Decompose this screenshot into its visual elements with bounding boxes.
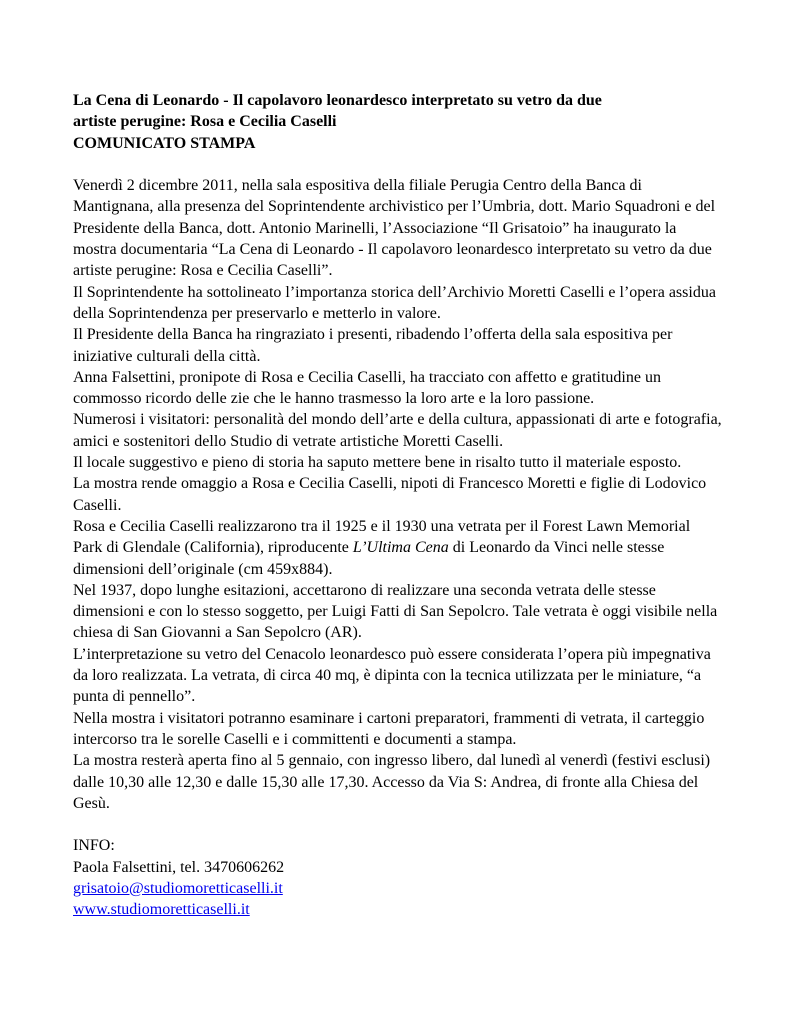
paragraph-inauguration: Venerdì 2 dicembre 2011, nella sala espositiva della filiale Perugia Centro della Banca di Mantignana, alla presenza del Soprintendente archivistico per l’Umbria, dott. Mario Squadroni e del Presidente della Banca, dott. Antonio Marinelli, l’Associazione “Il Grisatoio” ha inaugurato la mostra documentaria “La Cena di Leonardo - Il capolavoro leonardesco interpretato su vetro da due artiste perugine: Rosa e Cecilia Caselli”. (73, 177, 716, 280)
press-release-label: COMUNICATO STAMPA (73, 134, 256, 152)
title-block (73, 90, 723, 154)
paragraph-seconda-vetrata: Nel 1937, dopo lunghe esitazioni, accettarono di realizzare una seconda vetrata delle stesse dimensioni e con lo stesso soggetto, per Luigi Fatti di San Sepolcro. Tale vetrata è oggi visibile nella chiesa di San Giovanni a San Sepolcro (AR). (73, 581, 718, 642)
paragraph-forest-lawn (73, 516, 723, 580)
paragraph-orari: La mostra resterà aperta fino al 5 gennaio, con ingresso libero, dal lunedì al venerdì (festivi esclusi) dalle 10,30 alle 12,30 e dalle 15,30 alle 17,30. Accesso da Via S: Andrea, di fronte alla Chiesa del Gesù. (73, 752, 711, 812)
paragraph-presidente: Il Presidente della Banca ha ringraziato i presenti, ribadendo l’offerta della sala espositiva per iniziative culturali della città. (73, 326, 673, 365)
info-section (73, 835, 723, 920)
artwork-title-italic: L’Ultima Cena (352, 539, 449, 557)
paragraph-soprintendente: Il Soprintendente ha sottolineato l’importanza storica dell’Archivio Moretti Caselli e l’opera assidua della Soprintendenza per preservarlo e metterlo in valore. (73, 283, 716, 322)
page-title-line-2: artiste perugine: Rosa e Cecilia Caselli (73, 113, 337, 131)
paragraph-locale: Il locale suggestivo e pieno di storia ha saputo mettere bene in risalto tutto il materiale esposto. (73, 454, 682, 472)
info-heading: INFO: (73, 837, 115, 855)
paragraph-anna-falsettini: Anna Falsettini, pronipote di Rosa e Cecilia Caselli, ha tracciato con affetto e gratitudine un commosso ricordo delle zie che le hanno trasmesso la loro arte e la loro passione. (73, 368, 661, 408)
paragraph-visitatori: Numerosi i visitatori: personalità del mondo dell’arte e della cultura, appassionati di arte e fotografia, amici e sostenitori dello Studio di vetrate artistiche Moretti Caselli. (73, 411, 722, 450)
paragraph-interpretazione: L’interpretazione su vetro del Cenacolo leonardesco può essere considerata l’opera più impegnativa da loro realizzata. La vetrata, di circa 40 mq, è dipinta con la tecnica utilizzata per le miniature, “a punta di pennello”. (73, 645, 711, 706)
paragraph-mostra-contenuti: Nella mostra i visitatori potranno esaminare i cartoni preparatori, frammenti di vetrata, il carteggio intercorso tra le sorelle Caselli e i committenti e documenti a stampa. (73, 709, 705, 748)
paragraph-omaggio: La mostra rende omaggio a Rosa e Cecilia Caselli, nipoti di Francesco Moretti e figlie di Lodovico Caselli. (73, 475, 707, 514)
page-title-line-1: La Cena di Leonardo - Il capolavoro leonardesco interpretato su vetro da due (73, 92, 602, 109)
website-link[interactable]: www.studiomoretticaselli.it (73, 901, 250, 919)
contact-line: Paola Falsettini, tel. 3470606262 (73, 858, 285, 876)
press-release-document (73, 90, 723, 921)
paragraph-forest-lawn-text-start: Rosa e Cecilia Caselli realizzarono tra il 1925 e il 1930 una vetrata per il Forest Lawn Memorial Park di Glendale (California), riproducente (73, 517, 691, 557)
paragraph-forest-lawn-text-end: di Leonardo da Vinci nelle stesse dimensioni dell’originale (cm 459x884). (73, 539, 665, 578)
body-text (73, 175, 723, 814)
email-link[interactable]: grisatoio@studiomoretticaselli.it (73, 879, 283, 897)
